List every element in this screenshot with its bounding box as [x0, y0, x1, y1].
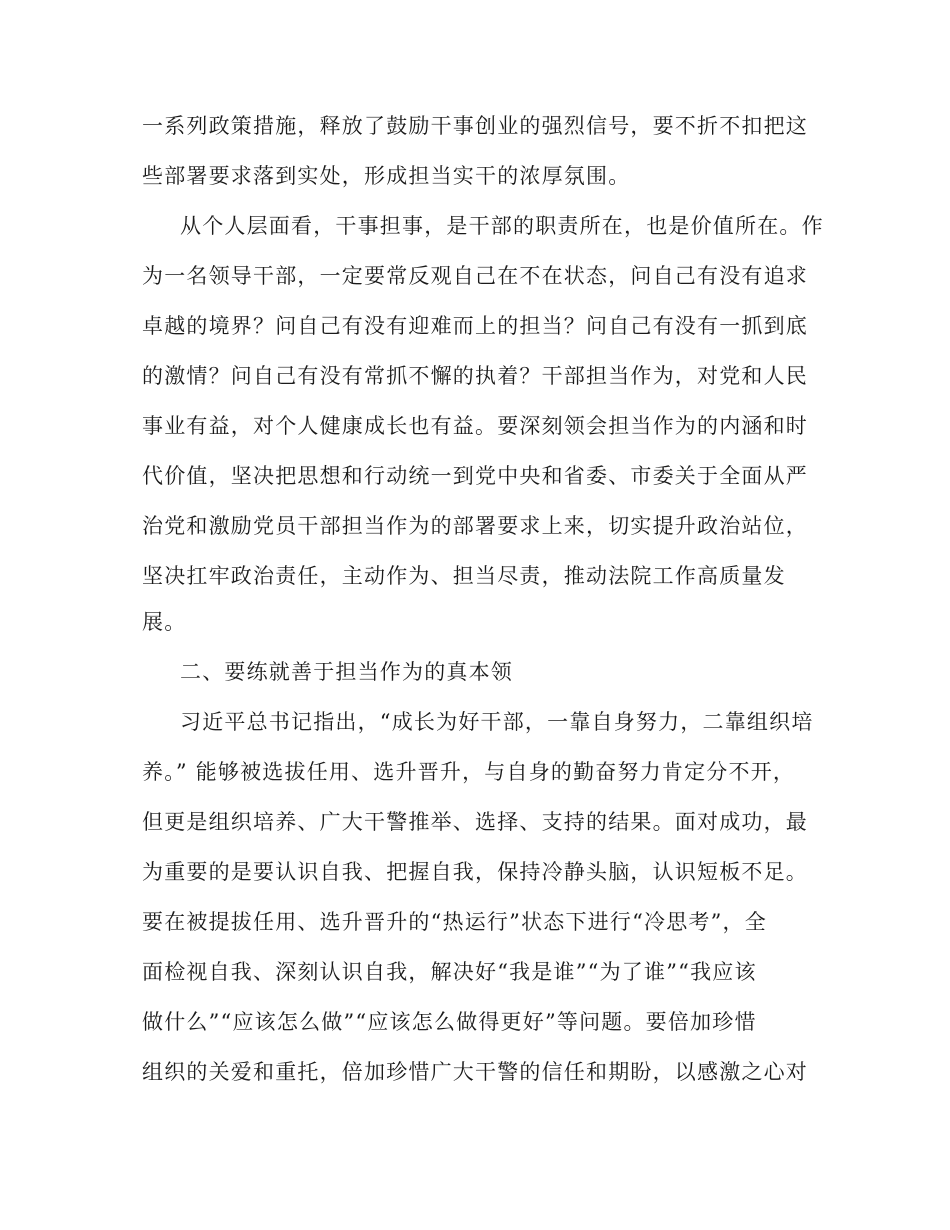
text-line: 卓越的境界？问自己有没有迎难而上的担当？问自己有没有一抓到底	[142, 314, 808, 338]
section-heading: 二、要练就善于担当作为的真本领	[180, 660, 513, 684]
text-line: 组织的关爱和重托，倍加珍惜广大干警的信任和期盼，以感激之心对	[142, 1060, 808, 1084]
text-line: 些部署要求落到实处，形成担当实干的浓厚氛围。	[142, 164, 631, 188]
text-line: 治党和激励党员干部担当作为的部署要求上来，切实提升政治站位，	[142, 514, 808, 538]
text-line: 做什么”“应该怎么做”“应该怎么做得更好”等问题。要倍加珍惜	[142, 1010, 757, 1034]
text-line: 事业有益，对个人健康成长也有益。要深刻领会担当作为的内涵和时	[142, 414, 808, 438]
text-line: 坚决扛牢政治责任，主动作为、担当尽责，推动法院工作高质量发	[142, 564, 786, 588]
text-line: 养。” 能够被选拔任用、选升晋升，与自身的勤奋努力肯定分不开，	[142, 760, 796, 784]
text-line: 为重要的是要认识自我、把握自我，保持冷静头脑，认识短板不足。	[142, 860, 808, 884]
text-line: 代价值，坚决把思想和行动统一到党中央和省委、市委关于全面从严	[142, 464, 808, 488]
text-line: 为一名领导干部，一定要常反观自己在不在状态，问自己有没有追求	[142, 264, 808, 288]
text-line: 要在被提拔任用、选升晋升的“热运行”状态下进行“冷思考”，全	[142, 910, 767, 934]
text-line: 但更是组织培养、广大干警推举、选择、支持的结果。面对成功，最	[142, 810, 808, 834]
text-line: 面检视自我、深刻认识自我，解决好“我是谁”“为了谁”“我应该	[142, 960, 757, 984]
text-line: 一系列政策措施，释放了鼓励干事创业的强烈信号，要不折不扣把这	[142, 114, 808, 138]
paragraph-first-line: 从个人层面看，干事担事，是干部的职责所在，也是价值所在。作	[180, 214, 824, 238]
text-line: 展。	[142, 610, 187, 634]
text-line: 的激情？问自己有没有常抓不懈的执着？干部担当作为，对党和人民	[142, 364, 808, 388]
paragraph-first-line: 习近平总书记指出，“成长为好干部，一靠自身努力，二靠组织培	[180, 710, 814, 734]
